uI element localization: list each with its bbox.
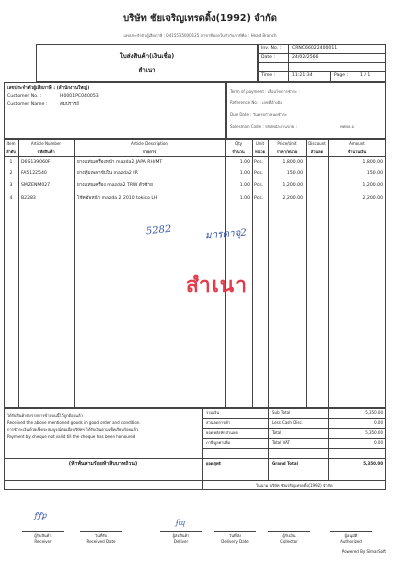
customer-no-value: H0001PC040053 <box>60 94 99 99</box>
table-row-3-desc: ยางแท่นเครื่อง mazda2 TRW ตัวซ้าย <box>77 183 153 188</box>
header-amount-en: Amount <box>349 141 365 146</box>
note-received-th: ได้รับสินค้าดังรายการข้างบนนี้ไว้ถูกต้องแล้ว <box>7 413 83 418</box>
header-description-th: รายการ <box>142 149 157 154</box>
table-row-2-code: FA5122540 <box>21 171 47 176</box>
handwritten-number: 5282 <box>145 223 172 238</box>
customer-name-label: Customer Name : <box>7 102 48 107</box>
authorized-label-th: ผู้อนุมัติ <box>344 533 358 538</box>
company-name: บริษัท ชัยเจริญเทรดดิ้ง(1992) จำกัด <box>123 13 277 24</box>
doc-title: ใบส่งสินค้า(เงินเชื่อ) <box>119 53 175 60</box>
delivery-date-label-en: Delivery Date <box>221 539 249 544</box>
total-label-th: ยอดหลังหักส่วนลด <box>206 430 238 435</box>
inv-no-label: Inv. No. : <box>261 46 282 51</box>
table-row-3-code: SMZENM027 <box>21 183 51 188</box>
received-date-label-en: Received Date <box>86 539 116 544</box>
table-row-2-item: 2 <box>9 171 13 176</box>
header-qty-en: Qty <box>234 141 243 146</box>
grand-total-label-th: ยอดสุทธิ <box>206 461 221 466</box>
doc-subtitle: สำเนา <box>138 67 156 74</box>
amount-in-words: (ห้าพันสามร้อยห้าสิบบาทถ้วน) <box>68 461 138 467</box>
deliver-label-th: ผู้ส่งสินค้า <box>172 533 190 538</box>
header-description-en: Article Description <box>131 141 168 146</box>
grand-total-value: 5,350.00 <box>363 461 383 466</box>
receiver-signature: ꝭꝭꝑ <box>34 511 47 520</box>
powered-by: Powered By SimarSoft <box>341 549 386 554</box>
note-received-en: Received the above mentioned goods in good order and condition. <box>7 420 141 425</box>
table-row-2-price: 150.00 <box>286 171 303 176</box>
date-label: Date : <box>261 55 275 60</box>
doc-title-box <box>36 44 258 82</box>
table-row-1-amount: 1,800.00 <box>362 160 383 165</box>
handwritten-note: มารดาจุ2 <box>204 227 248 242</box>
receiver-label-th: ผู้รับสินค้า <box>34 533 52 538</box>
table-row-1-item: 1 <box>9 160 13 165</box>
table-row-4-desc: โช้คอัพหน้า mazda 2 2010 tokico LH <box>77 196 158 201</box>
copy-stamp: สำเนา <box>186 273 248 297</box>
header-qty-th: จำนวน <box>232 149 245 154</box>
payment-term-label: Term of payment : เงื่อนไขการชำระ : <box>230 89 300 94</box>
reference-label: Reference No. : เลขที่อ้างอิง <box>230 100 283 105</box>
header-price-en: Price/Unit <box>277 141 297 146</box>
header-discount-en: Discount <box>308 141 326 146</box>
deliver-label-en: Deliver <box>173 539 189 544</box>
total-value: 5,350.00 <box>365 430 383 435</box>
salesman-value: ทศพล.อ <box>340 124 354 129</box>
page-label: Page : <box>334 73 349 78</box>
table-row-4-code: B2283 <box>21 196 36 201</box>
table-row-3-price: 1,200.00 <box>282 183 303 188</box>
discount-label-th: ส่วนลดการค้า <box>206 420 231 425</box>
subtotal-label-th: รวมเงิน <box>206 410 220 415</box>
table-row-4-amount: 2,200.00 <box>362 196 383 201</box>
total-label-en: Total <box>272 430 282 435</box>
note-cheque-en: Payment by cheque not valid till the cheque has been honoured <box>7 434 136 439</box>
table-row-1-unit: Pcs. <box>254 160 264 165</box>
header-article-number-en: Article Number <box>30 141 62 146</box>
time-label: Time : <box>261 73 276 78</box>
header-article-number-th: รหัสสินค้า <box>37 149 55 154</box>
date-value: 24/02/2566 <box>292 55 319 60</box>
table-row-2-amount: 150.00 <box>366 171 383 176</box>
customer-tax-label: เลขประจำตัวผู้เสียภาษี : (สำนักงานใหญ่) <box>7 86 90 91</box>
header-item-en: Item <box>6 141 16 146</box>
grand-total-label-en: Grand Total <box>272 461 298 466</box>
table-row-4-price: 2,200.00 <box>282 196 303 201</box>
header-amount-th: จำนวนเงิน <box>347 149 367 154</box>
table-row-1-code: D6S139060F <box>21 160 51 165</box>
collector-label-th: ผู้รับเงิน <box>282 533 296 538</box>
table-row-1-qty: 1.00 <box>239 160 250 165</box>
table-row-1-price: 1,800.00 <box>282 160 303 165</box>
vat-value: 0.00 <box>374 440 383 445</box>
inv-no-value: CRNC66022400011 <box>292 46 338 51</box>
authorized-label-en: Authorized <box>340 539 362 544</box>
table-row-4-item: 4 <box>9 196 13 201</box>
deliver-signature: ʄɰ <box>176 519 186 527</box>
table-row-1-desc: ยางแท่นเครื่องหน้า mazda2 JAPA RH/MT <box>77 160 163 165</box>
table-row-3-unit: Pcs. <box>254 183 264 188</box>
time-value: 11:21:34 <box>292 73 313 78</box>
table-row-4-unit: Pcs. <box>254 196 264 201</box>
on-behalf-line: ในนาม บริษัท ชัยเจริญเทรดดิ้ง(1992) จำกัด <box>256 483 333 488</box>
table-row-3-item: 3 <box>9 183 13 188</box>
tax-line: เลขประจำตัวผู้เสียภาษี : 0415535000125 สาขาที่ออกใบกำกับภาษีคือ : Head Branch <box>123 33 277 38</box>
table-row-2-unit: Pcs. <box>254 171 264 176</box>
delivery-date-label-th: วันที่ส่ง <box>228 533 241 538</box>
collector-label-en: Collector <box>280 539 298 544</box>
table-row-2-desc: ยางหุ้มเพลาขับใน mazda2 IR <box>77 171 138 176</box>
salesman-label: Salesman Code : รหัสพนักงานขาย : <box>230 124 297 129</box>
table-row-2-qty: 1.00 <box>239 171 250 176</box>
received-date-label-th: วันที่รับ <box>94 533 108 538</box>
due-date-label: Due Date : วันครบกำหนดชำระ <box>230 112 288 117</box>
receiver-label-en: Receiver <box>34 539 52 544</box>
subtotal-label-en: Sub Total <box>272 410 291 415</box>
customer-no-label: Customer No. : <box>7 94 42 99</box>
table-row-4-qty: 1.00 <box>239 196 250 201</box>
vat-label-th: ภาษีมูลค่าเพิ่ม <box>206 440 231 445</box>
subtotal-value: 5,350.00 <box>365 410 383 415</box>
header-unit-en: Unit <box>255 141 265 146</box>
header-price-th: ราคา/หน่วย <box>276 149 298 154</box>
page-value: 1 / 1 <box>360 73 371 78</box>
header-discount-th: ส่วนลด <box>310 149 324 154</box>
header-unit-th: หน่วย <box>255 149 265 154</box>
discount-label-en: Less Cash Disc. <box>272 420 303 425</box>
table-row-3-qty: 1.00 <box>239 183 250 188</box>
discount-value: 0.00 <box>374 420 383 425</box>
header-item-th: ลำดับ <box>6 149 16 154</box>
customer-name-value: สมปรารถ์ <box>60 102 80 107</box>
note-cheque-th: การชำระเงินด้วยเช็คจะสมบูรณ์ต่อเมื่อบริษัทฯ ได้รับเงินตามเช็คเรียบร้อยแล้ว <box>7 427 139 432</box>
table-row-3-amount: 1,200.00 <box>362 183 383 188</box>
vat-label-en: Total VAT <box>272 440 290 445</box>
